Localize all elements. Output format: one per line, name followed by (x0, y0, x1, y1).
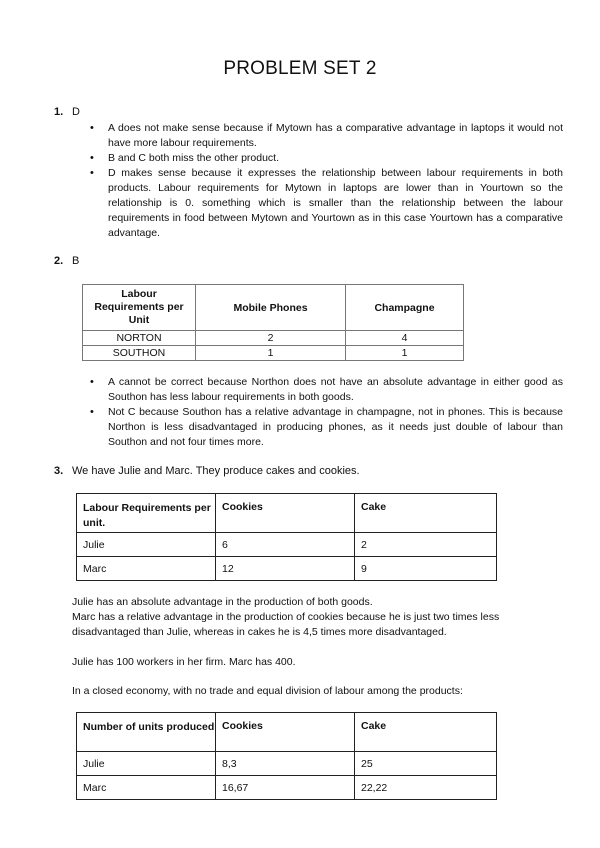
list-item: • B and C both miss the other product. (90, 151, 563, 166)
table-cell: Julie (77, 533, 216, 557)
table-cell: 2 (355, 533, 497, 557)
table-cell: 22,22 (355, 776, 497, 800)
table-row (77, 752, 497, 776)
table-row (77, 557, 497, 581)
list-item: • A cannot be correct because Northon does not have an absolute advantage in either good as Southon has less labour requirements in both goods. (90, 375, 563, 405)
table-row (83, 331, 464, 346)
table-header: Labour Requirements per unit. (77, 494, 216, 533)
table-cell: 25 (355, 752, 497, 776)
labour-requirements-table (76, 493, 497, 581)
question-1-bullets (90, 121, 563, 241)
table-cell: 4 (346, 331, 464, 346)
table-header: Cake (355, 494, 497, 533)
page-title: PROBLEM SET 2 (223, 58, 377, 79)
units-produced-table (76, 712, 497, 800)
table-cell: 8,3 (216, 752, 355, 776)
table-header: Labour Requirements per Unit (83, 285, 196, 331)
question-2-number: 2. (54, 255, 64, 267)
paragraph-line: Marc has a relative advantage in the production of cookies because he is just two times less disadvantaged than Julie, whereas in cakes he is 4,5 times more disadvantaged. (72, 611, 500, 638)
question-3-intro: We have Julie and Marc. They produce cakes and cookies. (72, 465, 360, 477)
list-item: • A does not make sense because if Mytown has a comparative advantage in laptops it would not have more labour requirements. (90, 121, 563, 151)
table-header: Cookies (216, 713, 355, 752)
question-2-bullets (90, 375, 563, 450)
question-1-number: 1. (54, 106, 64, 118)
table-row (77, 776, 497, 800)
question-3-number: 3. (54, 465, 64, 477)
question-2-answer: B (72, 255, 80, 267)
advantage-paragraph (72, 595, 552, 640)
table-header: Number of units produced (77, 713, 216, 752)
table-cell: 1 (196, 346, 346, 361)
labour-table-phones-champagne (82, 284, 464, 361)
table-cell: Marc (77, 776, 216, 800)
table-row (83, 346, 464, 361)
table-cell: Julie (77, 752, 216, 776)
table-cell: NORTON (83, 331, 196, 346)
table-cell: 12 (216, 557, 355, 581)
table-cell: 6 (216, 533, 355, 557)
workers-paragraph: Julie has 100 workers in her firm. Marc has 400. (72, 656, 296, 668)
table-cell: 2 (196, 331, 346, 346)
table-header: Champagne (346, 285, 464, 331)
table-header: Cookies (216, 494, 355, 533)
table-cell: 16,67 (216, 776, 355, 800)
table-header: Mobile Phones (196, 285, 346, 331)
question-1-answer: D (72, 106, 80, 118)
table-header: Cake (355, 713, 497, 752)
list-item: • Not C because Southon has a relative advantage in champagne, not in phones. This is because Northon is less disadvantaged in producing phones, as it needs just double of labour than Southon and not four times more. (90, 405, 563, 450)
paragraph-line: Julie has an absolute advantage in the production of both goods. (72, 596, 373, 608)
table-cell: Marc (77, 557, 216, 581)
list-item: • D makes sense because it expresses the relationship between labour requirements in both products. Labour requirements for Mytown in laptops are lower than in Yourtown so the relationship is 0. something which is smaller than the relationship between the labour requirements in food between Mytown and Yourtown as in this case Yourtown has a comparative advantage. (90, 166, 563, 241)
table-row (77, 533, 497, 557)
table-cell: 1 (346, 346, 464, 361)
closed-economy-paragraph: In a closed economy, with no trade and equal division of labour among the products: (72, 685, 463, 697)
table-cell: 9 (355, 557, 497, 581)
table-cell: SOUTHON (83, 346, 196, 361)
